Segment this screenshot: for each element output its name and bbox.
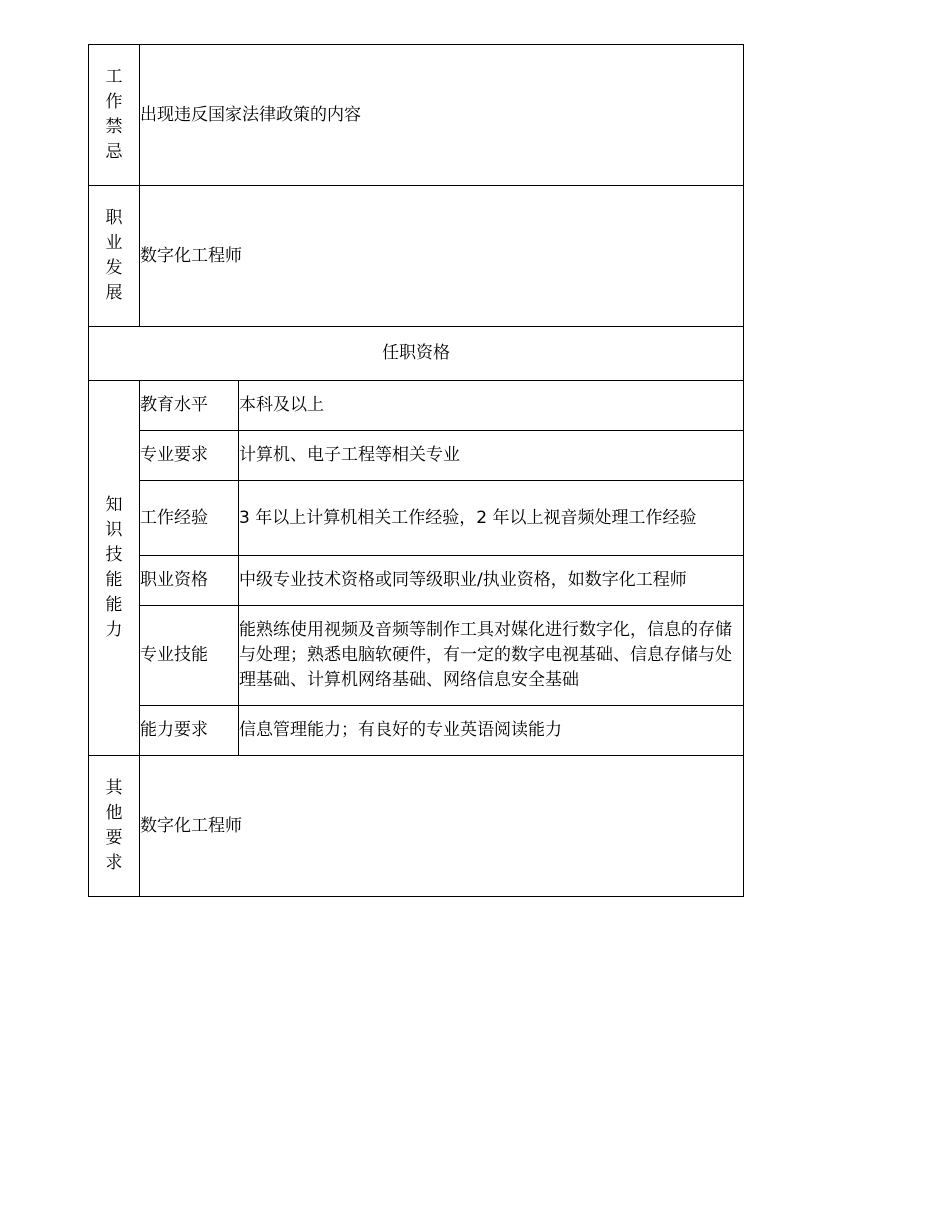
education-label: 教育水平	[140, 381, 239, 431]
career-content: 数字化工程师	[140, 186, 744, 327]
qualifications-title-row	[89, 327, 744, 381]
major-value: 计算机、电子工程等相关专业	[239, 431, 744, 481]
knowledge-row-ability	[89, 706, 744, 756]
certification-value: 中级专业技术资格或同等级职业/执业资格，如数字化工程师	[239, 556, 744, 606]
knowledge-row-skills	[89, 606, 744, 706]
skills-label: 专业技能	[140, 606, 239, 706]
other-label: 其 他 要 求	[89, 756, 140, 897]
career-label: 职 业 发 展	[89, 186, 140, 327]
knowledge-row-education	[89, 381, 744, 431]
other-row	[89, 756, 744, 897]
skills-value: 能熟练使用视频及音频等制作工具对媒化进行数字化，信息的存储与处理；熟悉电脑软硬件，有一定的数字电视基础、信息存储与处理基础、计算机网络基础、网络信息安全基础	[239, 606, 744, 706]
taboo-content: 出现违反国家法律政策的内容	[140, 45, 744, 186]
knowledge-row-certification	[89, 556, 744, 606]
career-row	[89, 186, 744, 327]
job-description-table	[88, 44, 744, 897]
other-content: 数字化工程师	[140, 756, 744, 897]
knowledge-row-major	[89, 431, 744, 481]
certification-label: 职业资格	[140, 556, 239, 606]
taboo-row	[89, 45, 744, 186]
qualifications-title: 任职资格	[89, 327, 744, 381]
ability-value: 信息管理能力；有良好的专业英语阅读能力	[239, 706, 744, 756]
ability-label: 能力要求	[140, 706, 239, 756]
knowledge-label: 知 识 技 能 能 力	[89, 381, 140, 756]
experience-label: 工作经验	[140, 481, 239, 556]
education-value: 本科及以上	[239, 381, 744, 431]
knowledge-row-experience	[89, 481, 744, 556]
taboo-label: 工 作 禁 忌	[89, 45, 140, 186]
major-label: 专业要求	[140, 431, 239, 481]
experience-value: 3 年以上计算机相关工作经验，2 年以上视音频处理工作经验	[239, 481, 744, 556]
